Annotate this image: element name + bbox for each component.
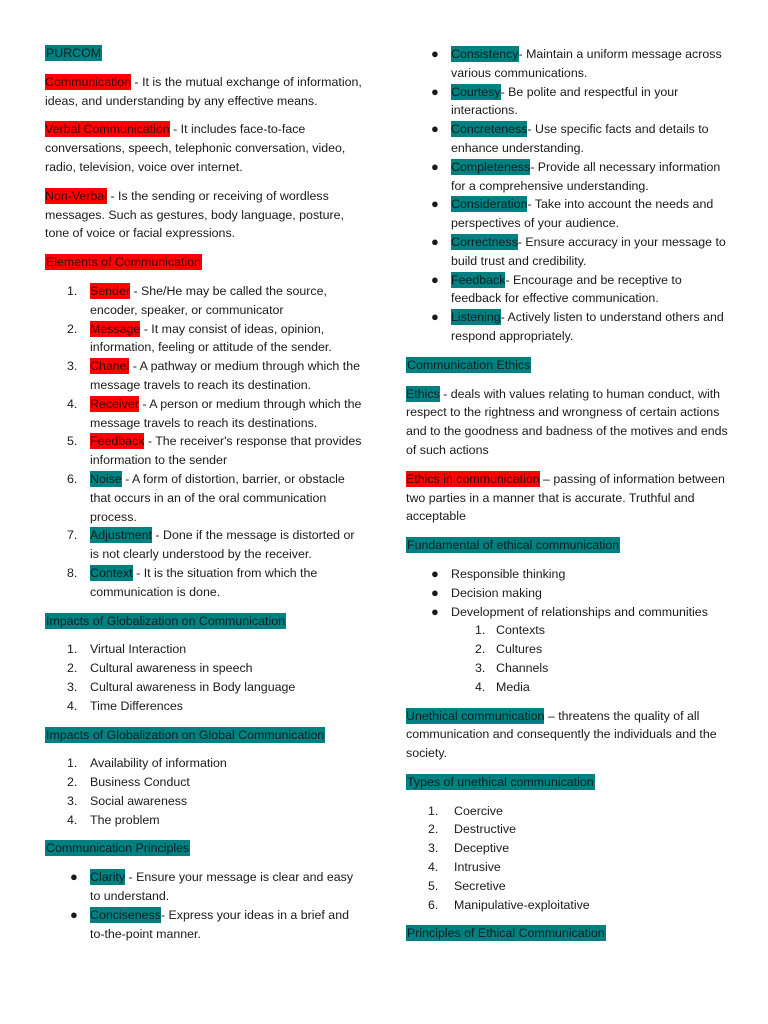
global-list: [45, 754, 363, 829]
element-term: Chanel: [90, 359, 130, 374]
element-term: Context: [90, 565, 133, 580]
definition-text: - It includes face-to-face conversations, speech, telephonic conversation, video, radio, television, voice over internet.: [45, 122, 346, 174]
principle-term: Courtesy: [451, 84, 501, 99]
list-number: 2.: [475, 642, 486, 657]
left-column: [45, 44, 363, 953]
list-item: [45, 811, 363, 830]
heading-global: [45, 726, 363, 745]
term-ethics-communication: Ethics in communication: [406, 471, 540, 486]
bullet-icon: ●: [70, 869, 78, 885]
list-item: [406, 45, 728, 83]
term-nonverbal: Non-Verbal: [45, 188, 107, 203]
list-item-text: Cultural awareness in Body language: [90, 679, 296, 694]
list-number: 6.: [428, 897, 439, 912]
list-item-text: Decision making: [451, 585, 542, 600]
list-item-text: Channels: [496, 660, 549, 675]
element-text: - A pathway or medium through which the message travels to reach its destination.: [90, 359, 360, 392]
list-item: [451, 678, 728, 697]
bullet-icon: ●: [70, 906, 78, 922]
list-number: 2.: [428, 822, 439, 837]
list-number: 3.: [475, 660, 486, 675]
list-number: 5.: [428, 878, 439, 893]
list-item-text: Secretive: [454, 878, 506, 893]
list-item: [406, 565, 728, 584]
list-item-text: Social awareness: [90, 793, 188, 808]
principle-term: Concreteness: [451, 122, 528, 137]
principle-text: - Take into account the needs and perspectives of your audience.: [451, 197, 714, 231]
list-item-text: Destructive: [454, 822, 516, 837]
list-item: [406, 195, 728, 233]
term-unethical: Unethical communication: [406, 708, 545, 723]
definition-text: – threatens the quality of all communication and consequently the individuals and the society.: [406, 708, 717, 761]
list-item: [45, 564, 363, 602]
principle-text: - Ensure accuracy in your message to build trust and credibility.: [451, 234, 726, 268]
element-term: Sender: [90, 283, 130, 298]
list-item-text: Virtual Interaction: [90, 642, 187, 657]
element-term: Noise: [90, 471, 122, 486]
list-item: [45, 470, 363, 526]
list-item: [406, 839, 728, 858]
element-term: Feedback: [90, 434, 145, 449]
bullet-icon: ●: [431, 196, 439, 212]
principle-text: - Ensure your message is clear and easy to understand.: [90, 870, 354, 904]
list-number: 8.: [67, 565, 78, 580]
impacts-list: [45, 640, 363, 715]
list-number: 2.: [67, 321, 78, 336]
element-term: Receiver: [90, 396, 139, 411]
definition-verbal: [45, 120, 363, 176]
term-ethics: Ethics: [406, 386, 440, 401]
list-item: [45, 282, 363, 320]
list-number: 1.: [67, 283, 78, 298]
list-item: [406, 233, 728, 271]
list-item: [406, 308, 728, 346]
heading-principles-text: Communication Principles: [46, 841, 190, 856]
heading-principles-ethical: [406, 924, 728, 943]
definition-text: – passing of information between two parties in a manner that is accurate. Truthful and acceptable: [406, 471, 725, 524]
list-item-text: Manipulative-exploitative: [454, 897, 590, 912]
principle-text: - Use specific facts and details to enhance understanding.: [451, 122, 709, 155]
heading-elements-text: Elements of Communication: [46, 255, 201, 270]
heading-principles-ethical-text: Principles of Ethical Communication: [407, 926, 605, 941]
element-text: - It is the situation from which the communication is done.: [90, 565, 318, 599]
list-number: 3.: [67, 359, 78, 374]
list-number: 4.: [428, 860, 439, 875]
element-text: - A form of distortion, barrier, or obstacle that occurs in an of the oral communication process.: [90, 471, 345, 524]
list-item-text: Deceptive: [454, 841, 510, 856]
term-verbal: Verbal Communication: [45, 122, 170, 137]
principle-term: Consideration: [451, 197, 528, 212]
definition-unethical: [406, 707, 728, 763]
list-item: [406, 802, 728, 821]
list-number: 3.: [428, 841, 439, 856]
element-text: - Done if the message is distorted or is not clearly understood by the receiver.: [90, 528, 355, 562]
definition-text: - Is the sending or receiving of wordless messages. Such as gestures, body language, posture, tone of voice or facial expressions.: [45, 188, 344, 241]
principle-term: Clarity: [90, 870, 126, 885]
principle-term: Feedback: [451, 272, 506, 287]
list-number: 1.: [67, 756, 78, 771]
list-item-text: Intrusive: [454, 860, 501, 875]
principle-text: - Actively listen to understand others and respond appropriately.: [451, 310, 724, 343]
principle-term: Listening: [451, 310, 501, 325]
list-number: 4.: [67, 698, 78, 713]
list-item: [45, 526, 363, 564]
heading-fundamental-text: Fundamental of ethical communication: [407, 538, 620, 553]
document-title: [45, 44, 363, 63]
list-number: 5.: [67, 434, 78, 449]
list-item: [406, 120, 728, 158]
document-title-text: PURCOM: [46, 46, 102, 60]
list-item: [406, 896, 728, 915]
list-item: [451, 659, 728, 678]
definition-communication: [45, 73, 363, 111]
right-column: [406, 45, 728, 953]
bullet-icon: ●: [431, 309, 439, 325]
heading-impacts-text: Impacts of Globalization on Communication: [46, 613, 285, 628]
list-item-text: Coercive: [454, 803, 503, 818]
bullet-icon: ●: [431, 46, 439, 61]
bullet-icon: ●: [431, 565, 439, 581]
element-text: - She/He may be called the source, encoder, speaker, or communicator: [90, 283, 327, 317]
element-term: Message: [90, 321, 141, 336]
list-item: [45, 640, 363, 659]
principle-term: Consistency: [451, 47, 519, 61]
element-text: - It may consist of ideas, opinion, information, feeling or attitude of the sender.: [90, 321, 332, 355]
principle-term: Correctness: [451, 234, 518, 249]
principle-text: - Encourage and be receptive to feedback for effective communication.: [451, 272, 682, 306]
list-number: 4.: [67, 812, 78, 827]
list-item: [45, 773, 363, 792]
list-item: [406, 83, 728, 121]
element-text: - The receiver's response that provides information to the sender: [90, 434, 362, 468]
list-number: 1.: [428, 803, 439, 818]
list-number: 4.: [67, 396, 78, 411]
elements-list: [45, 282, 363, 602]
heading-global-text: Impacts of Globalization on Global Communication: [46, 727, 325, 742]
list-item: [45, 754, 363, 773]
list-number: 7.: [67, 528, 78, 543]
list-item: [45, 792, 363, 811]
list-item: [45, 906, 363, 944]
list-item: [406, 820, 728, 839]
list-item: [45, 678, 363, 697]
bullet-icon: ●: [431, 158, 439, 174]
list-number: 1.: [475, 623, 486, 638]
list-item-text: Contexts: [496, 623, 545, 638]
list-item-text: Cultural awareness in speech: [90, 661, 253, 676]
list-item-text: Development of relationships and communities: [451, 604, 708, 619]
list-number: 4.: [475, 679, 486, 694]
list-number: 1.: [67, 642, 78, 657]
heading-fundamental: [406, 536, 728, 555]
heading-ethics-text: Communication Ethics: [407, 357, 531, 372]
bullet-icon: ●: [431, 83, 439, 99]
list-number: 3.: [67, 793, 78, 808]
list-item: [406, 858, 728, 877]
list-item: [451, 640, 728, 659]
list-item: [45, 659, 363, 678]
list-item-text: Availability of information: [90, 756, 227, 771]
bullet-icon: ●: [431, 233, 439, 249]
definition-text: - It is the mutual exchange of information, ideas, and understanding by any effective means.: [45, 74, 362, 108]
bullet-icon: ●: [431, 271, 439, 287]
list-item: [45, 357, 363, 395]
principle-text: - Be polite and respectful in your interactions.: [451, 84, 679, 118]
bullet-icon: ●: [431, 121, 439, 137]
list-item-text: Cultures: [496, 642, 543, 657]
definition-nonverbal: [45, 187, 363, 243]
principle-term: Conciseness: [90, 907, 161, 922]
list-item: [406, 877, 728, 896]
list-item-text: Time Differences: [90, 698, 183, 713]
principle-term: Completeness: [451, 159, 531, 174]
list-item-text: Business Conduct: [90, 775, 190, 790]
bullet-icon: ●: [431, 603, 439, 619]
list-item-text: The problem: [90, 812, 160, 827]
principle-text: - Provide all necessary information for a comprehensive understanding.: [451, 159, 721, 193]
list-item-text: Media: [496, 679, 530, 694]
heading-types: [406, 773, 728, 792]
list-item: [406, 584, 728, 603]
types-list: [406, 802, 728, 915]
list-number: 6.: [67, 471, 78, 486]
element-text: - A person or medium through which the message travels to reach its destinations.: [90, 396, 362, 430]
heading-impacts: [45, 612, 363, 631]
bullet-icon: ●: [431, 584, 439, 600]
list-item: [45, 320, 363, 358]
principles-list: [45, 868, 363, 943]
principles-list-continued: [406, 45, 728, 346]
list-item: [45, 432, 363, 470]
element-term: Adjustment: [90, 528, 152, 543]
fundamentals-list: [406, 565, 728, 697]
term-communication: Communication: [45, 74, 132, 89]
list-number: 3.: [67, 679, 78, 694]
principle-text: - Maintain a uniform message across various communications.: [451, 47, 722, 80]
definition-ethics-communication: [406, 470, 728, 526]
heading-principles: [45, 839, 363, 858]
list-item-text: Responsible thinking: [451, 566, 566, 581]
list-number: 2.: [67, 775, 78, 790]
list-item: [45, 697, 363, 716]
list-item: [406, 271, 728, 309]
principle-text: - Express your ideas in a brief and to-the-point manner.: [90, 907, 349, 941]
heading-types-text: Types of unethical communication: [407, 774, 594, 789]
list-number: 2.: [67, 661, 78, 676]
definition-text: - deals with values relating to human conduct, with respect to the rightness and wrongness of certain actions and to the goodness and badness of the motives and ends of such actions: [406, 386, 728, 457]
heading-elements: [45, 253, 363, 272]
list-item: [451, 621, 728, 640]
list-item: [45, 395, 363, 433]
list-item: [406, 603, 728, 697]
heading-ethics: [406, 356, 728, 375]
list-item: [45, 868, 363, 906]
definition-ethics: [406, 385, 728, 460]
list-item: [406, 158, 728, 196]
sub-list: [451, 621, 728, 696]
